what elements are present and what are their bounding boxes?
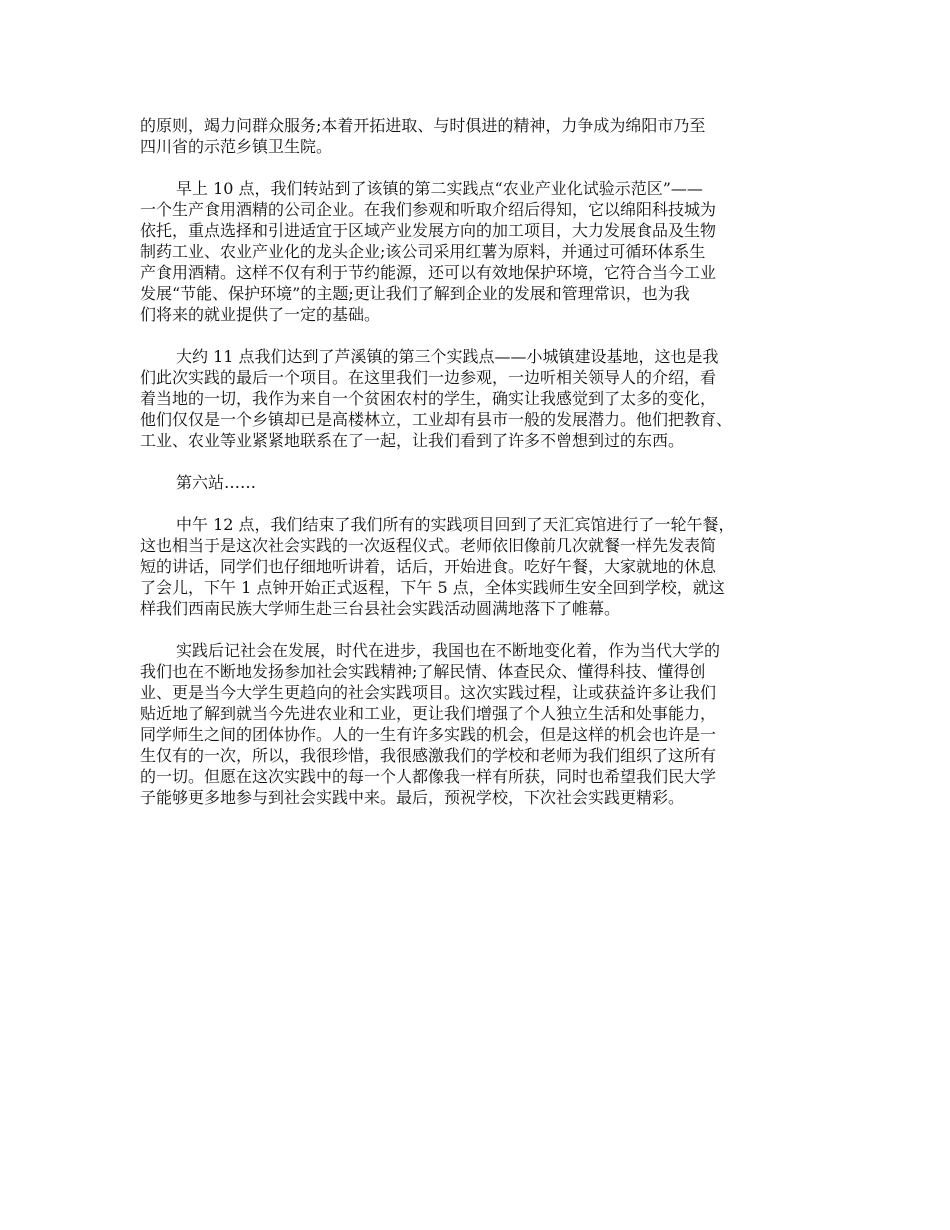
text-line: 第六站……	[176, 473, 257, 492]
paragraph	[140, 178, 812, 325]
paragraph	[140, 514, 812, 619]
document-body	[140, 115, 812, 829]
text-line: 四川省的示范乡镇卫生院。	[140, 137, 333, 156]
text-line: 大约 11 点我们达到了芦溪镇的第三个实践点——小城镇建设基地，这也是我	[176, 347, 719, 366]
text-line: 生仅有的一次，所以，我很珍惜，我很感激我们的学校和老师为我们组织了这所有	[140, 746, 717, 765]
text-line: 产食用酒精。这样不仅有利于节约能源，还可以有效地保护环境，它符合当今工业	[140, 263, 717, 282]
text-line: 短的讲话，同学们也仔细地听讲着，话后，开始进食。吃好午餐，大家就地的休息	[140, 557, 717, 576]
text-line: 贴近地了解到就当今先进农业和工业，更让我们增强了个人独立生活和处事能力，	[140, 704, 717, 723]
text-line: 一个生产食用酒精的公司企业。在我们参观和听取介绍后得知，它以绵阳科技城为	[140, 200, 717, 219]
text-line: 们此次实践的最后一个项目。在这里我们一边参观，一边听相关领导人的介绍，看	[140, 368, 717, 387]
text-line: 子能够更多地参与到社会实践中来。最后，预祝学校，下次社会实践更精彩。	[140, 788, 685, 807]
text-line: 同学师生之间的团体协作。人的一生有许多实践的机会，但是这样的机会也许是一	[140, 725, 717, 744]
text-line: 样我们西南民族大学师生赴三台县社会实践活动圆满地落下了帷幕。	[140, 599, 621, 618]
text-line: 实践后记社会在发展，时代在进步，我国也在不断地变化着，作为当代大学的	[176, 641, 721, 660]
paragraph	[140, 472, 812, 493]
text-line: 的原则，竭力问群众服务;本着开拓进取、与时俱进的精神，力争成为绵阳市乃至	[140, 116, 706, 135]
paragraph	[140, 115, 812, 157]
paragraph	[140, 346, 812, 451]
text-line: 业、更是当今大学生更趋向的社会实践项目。这次实践过程，让或获益许多让我们	[140, 683, 717, 702]
paragraph	[140, 640, 812, 808]
text-line: 中午 12 点，我们结束了我们所有的实践项目回到了天汇宾馆进行了一轮午餐，	[176, 515, 735, 534]
text-line: 们将来的就业提供了一定的基础。	[140, 305, 381, 324]
text-line: 发展“节能、保护环境”的主题;更让我们了解到企业的发展和管理常识，也为我	[140, 284, 690, 303]
text-line: 早上 10 点，我们转站到了该镇的第二实践点“农业产业化试验示范区”——	[176, 179, 703, 198]
text-line: 他们仅仅是一个乡镇却已是高楼林立，工业却有县市一般的发展潜力。他们把教育、	[140, 410, 733, 429]
text-line: 着当地的一切，我作为来自一个贫困农村的学生，确实让我感觉到了太多的变化，	[140, 389, 717, 408]
text-line: 了会儿，下午 1 点钟开始正式返程，下午 5 点，全体实践师生安全回到学校，就这	[140, 578, 725, 597]
text-line: 这也相当于是这次社会实践的一次返程仪式。老师依旧像前几次就餐一样先发表简	[140, 536, 717, 555]
text-line: 工业、农业等业紧紧地联系在了一起，让我们看到了许多不曾想到过的东西。	[140, 431, 685, 450]
text-line: 的一切。但愿在这次实践中的每一个人都像我一样有所获，同时也希望我们民大学	[140, 767, 717, 786]
text-line: 我们也在不断地发扬参加社会实践精神;了解民情、体查民众、懂得科技、懂得创	[140, 662, 706, 681]
text-line: 依托，重点选择和引进适宜于区域产业发展方向的加工项目，大力发展食品及生物	[140, 221, 717, 240]
text-line: 制药工业、农业产业化的龙头企业;该公司采用红薯为原料，并通过可循环体系生	[140, 242, 706, 261]
